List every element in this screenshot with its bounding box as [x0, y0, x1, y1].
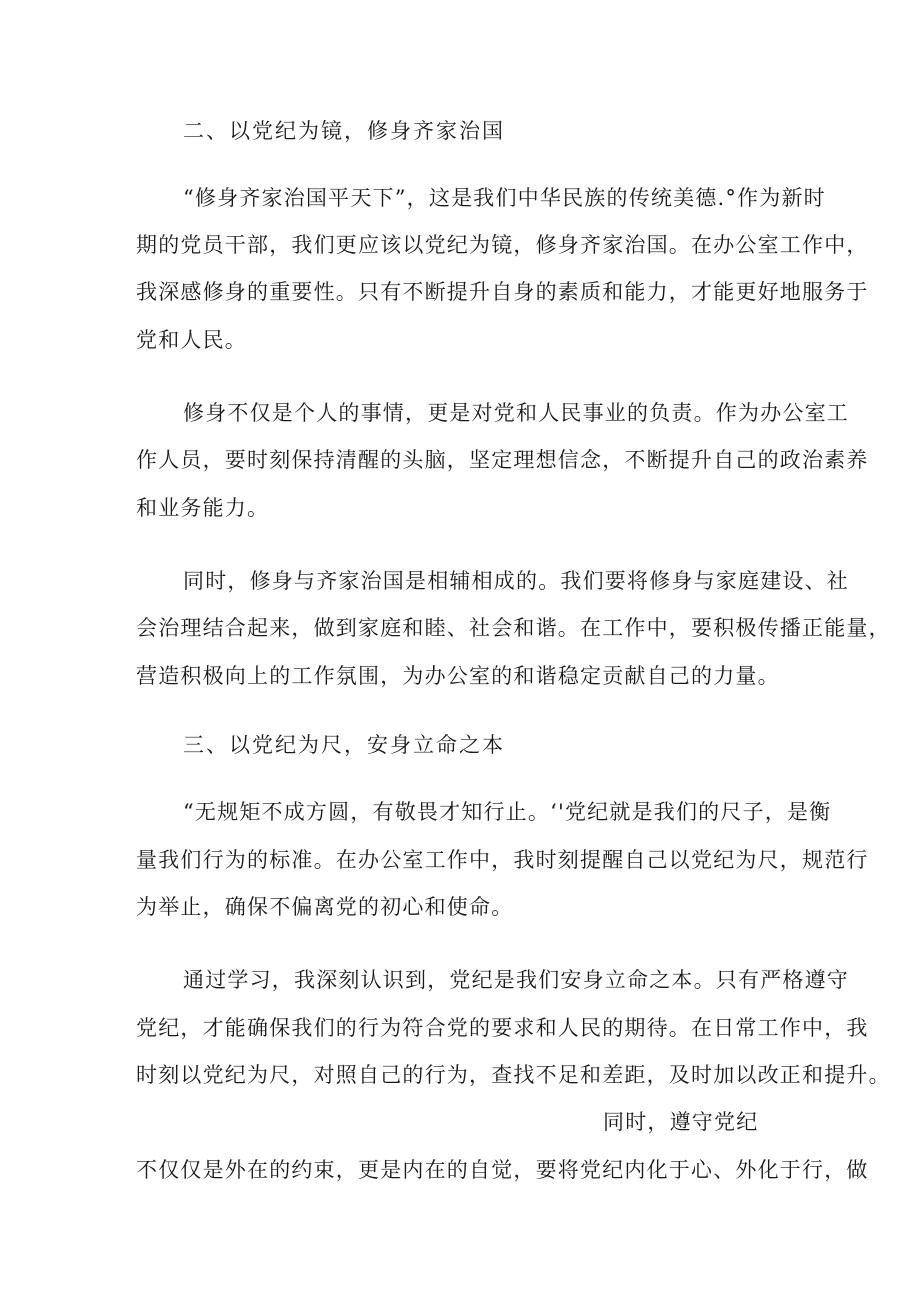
- s2-p1-line4: 党和人民。: [136, 328, 247, 352]
- s3-p1-line3: 为举止，确保不偏离党的初心和使命。: [136, 895, 514, 919]
- s3-p2-line5: 不仅仅是外在的约束，更是内在的自觉，要将党纪内化于心、外化于行，做: [136, 1158, 869, 1182]
- s2-p1-line3: 我深感修身的重要性。只有不断提升自身的素质和能力，才能更好地服务于: [136, 280, 869, 304]
- s3-p2-line2: 党纪，才能确保我们的行为符合党的要求和人民的期待。在日常工作中，我: [136, 1016, 869, 1040]
- s3-p1-line2: 量我们行为的标准。在办公室工作中，我时刻提醒自己以党纪为尺，规范行: [136, 848, 869, 872]
- s3-p2-line1: 通过学习，我深刻认识到，党纪是我们安身立命之本。只有严格遵守: [183, 968, 849, 992]
- s3-p2-line4: 同时，遵守党纪: [603, 1110, 759, 1134]
- s2-p3-line1: 同时，修身与齐家治国是相辅相成的。我们要将修身与家庭建设、社: [183, 569, 849, 593]
- s2-p3-line2: 会治理结合起来，做到家庭和睦、社会和谐。在工作中，要积极传播正能量，: [136, 616, 891, 640]
- s2-p1-line1: “修身齐家治国平天下”，这是我们中华民族的传统美德.°作为新时: [183, 186, 826, 210]
- s2-p2-line1: 修身不仅是个人的事情，更是对党和人民事业的负责。作为办公室工: [183, 401, 849, 425]
- s2-p1-line2: 期的党员干部，我们更应该以党纪为镜，修身齐家治国。在办公室工作中，: [136, 233, 869, 257]
- s2-p2-line3: 和业务能力。: [136, 496, 270, 520]
- s3-p1-line1: “无规矩不成方圆，有敬畏才知行止。‘'党纪就是我们的尺子，是衡: [183, 800, 832, 824]
- s3-p2-line3: 时刻以党纪为尺，对照自己的行为，查找不足和差距，及时加以改正和提升。: [136, 1063, 891, 1087]
- section-2-heading: 二、以党纪为镜，修身齐家治国: [183, 119, 505, 143]
- s2-p2-line2: 作人员，要时刻保持清醒的头脑，坚定理想信念，不断提升自己的政治素养: [136, 448, 869, 472]
- section-3-heading: 三、以党纪为尺，安身立命之本: [183, 733, 505, 757]
- s2-p3-line3: 营造积极向上的工作氛围，为办公室的和谐稳定贡献自己的力量。: [136, 664, 780, 688]
